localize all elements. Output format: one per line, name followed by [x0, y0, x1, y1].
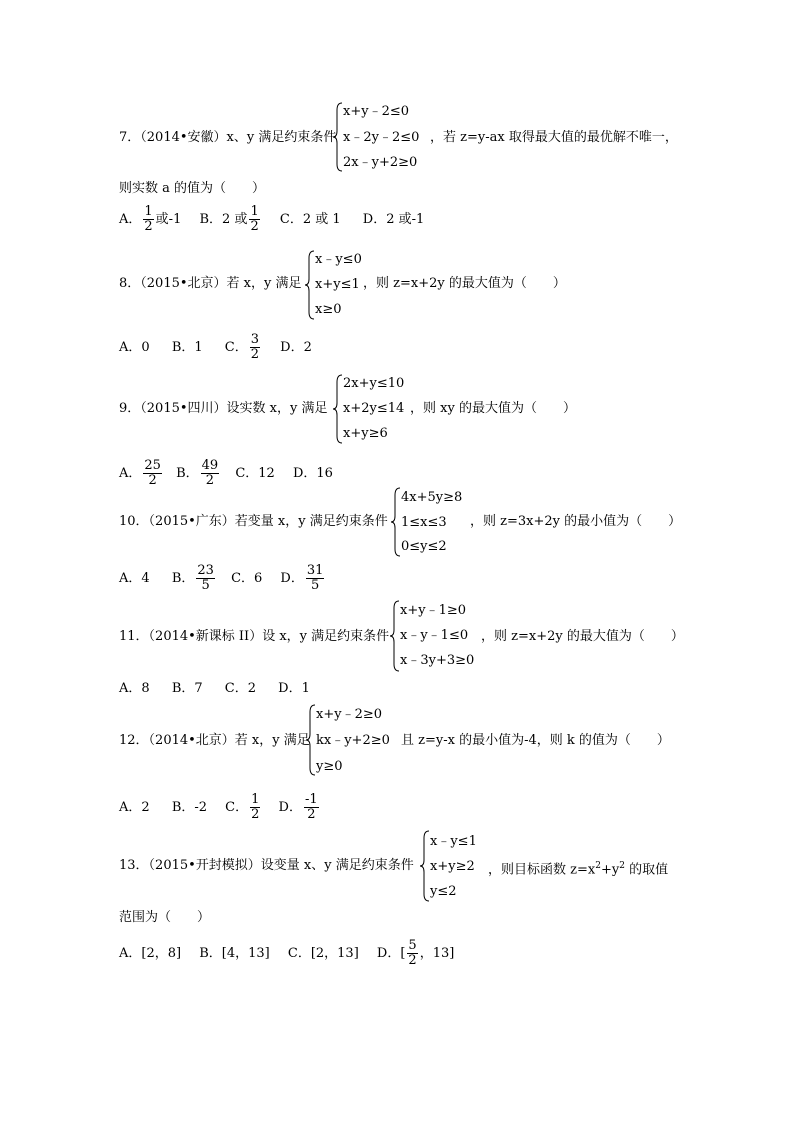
q13-options [119, 939, 454, 968]
brace-icon [305, 250, 315, 320]
option-d: D．2 [280, 340, 312, 355]
q11-options [119, 681, 310, 697]
option-d: D．2 或-1 [362, 212, 425, 227]
option-d: D．16 [292, 466, 333, 481]
q11-constraint-1: x+y﹣1≥0 [400, 603, 467, 618]
q7-line2: 则实数 a 的值为（ ） [119, 181, 266, 196]
q12-constraint-3: y≥0 [316, 759, 343, 774]
q12-constraint-1: x+y﹣2≥0 [316, 707, 383, 722]
option-d: D．[ $\frac{5}{2}$ ，13] [376, 938, 455, 968]
q10-prefix: 10．（2015•广东）若变量 x，y 满足约束条件 [119, 514, 388, 529]
q9-constraint-1: 2x+y≤10 [343, 376, 405, 391]
brace-icon [333, 374, 343, 444]
q8-constraint-1: x﹣y≤0 [315, 252, 362, 267]
option-d: D． $\frac{-1}{2}$ [278, 792, 318, 822]
option-b: B．1 [171, 340, 203, 355]
option-b: B．7 [171, 681, 203, 696]
brace-icon [390, 600, 400, 672]
q10-constraint-2: 1≤x≤3 [401, 515, 447, 530]
q7-prefix: 7．（2014•安徽）x、y 满足约束条件 [119, 130, 337, 145]
q8-prefix: 8．（2015•北京）若 x，y 满足 [119, 276, 302, 291]
q13-constraint-1: x﹣y≤1 [430, 834, 477, 849]
q12-constraint-2: kx﹣y+2≥0 [316, 733, 390, 748]
option-c: C．6 [231, 571, 263, 586]
q10-constraint-1: 4x+5y≥8 [401, 490, 463, 505]
option-b: B． $\frac{23}{5}$ [171, 563, 214, 593]
option-c: C． $\frac{3}{2}$ [224, 332, 260, 362]
option-c: C．2 [224, 681, 256, 696]
q8-suffix: ，则 z=x+2y 的最大值为（ ） [363, 276, 566, 291]
q9-suffix: ，则 xy 的最大值为（ ） [410, 401, 576, 416]
option-a: A． $\frac{1}{2}$ 或-1 [119, 204, 182, 234]
option-b: B．-2 [171, 800, 208, 815]
option-a: A．[2，8] [119, 946, 182, 961]
q11-suffix: ，则 z=x+2y 的最大值为（ ） [481, 629, 684, 644]
q7-suffix: ，若 z=y-ax 取得最大值的最优解不唯一， [430, 130, 678, 145]
brace-icon [420, 830, 430, 902]
brace-icon [391, 487, 401, 557]
q7-constraint-3: 2x﹣y+2≥0 [343, 155, 418, 170]
option-a: A．2 [119, 800, 150, 815]
brace-icon [306, 704, 316, 776]
q13-constraint-2: x+y≥2 [430, 859, 475, 874]
option-a: A．0 [119, 340, 150, 355]
q11-prefix: 11．（2014•新课标 II）设 x，y 满足约束条件 [119, 629, 390, 644]
option-a: A． $\frac{25}{2}$ [119, 458, 161, 488]
q7-constraint-1: x+y﹣2≤0 [343, 104, 410, 119]
q12-prefix: 12．（2014•北京）若 x，y 满足 [119, 733, 310, 748]
option-c: C． $\frac{1}{2}$ [225, 792, 260, 822]
q7-options [119, 205, 424, 234]
q9-prefix: 9．（2015•四川）设实数 x，y 满足 [119, 401, 328, 416]
option-b: B．[4，13] [199, 946, 270, 961]
q10-options [119, 564, 326, 593]
option-a: A．4 [119, 571, 150, 586]
q13-line2: 范围为（ ） [119, 910, 211, 925]
q10-suffix: ，则 z=3x+2y 的最小值为（ ） [470, 514, 682, 529]
q13-suffix: ，则目标函数 $z=x^2+y^2$ 的取值 [488, 861, 669, 878]
option-c: C．2 或 1 [279, 212, 341, 227]
q9-constraint-3: x+y≥6 [343, 426, 388, 441]
option-b: B．2 或 $\frac{1}{2}$ [199, 204, 259, 234]
q11-constraint-3: x﹣3y+3≥0 [400, 653, 475, 668]
q13-prefix: 13．（2015•开封模拟）设变量 x、y 满足约束条件 [119, 858, 414, 873]
q8-constraint-3: x≥0 [315, 302, 342, 317]
q12-suffix: 且 z=y-x 的最小值为-4，则 k 的值为（ ） [401, 733, 670, 748]
q7-constraint-2: x﹣2y﹣2≤0 [343, 130, 420, 145]
option-c: C．12 [235, 466, 275, 481]
q9-constraint-2: x+2y≤14 [343, 401, 405, 416]
option-d: D． $\frac{31}{5}$ [280, 563, 324, 593]
q11-constraint-2: x﹣y﹣1≤0 [400, 628, 469, 643]
option-a: A．8 [119, 681, 150, 696]
q10-constraint-3: 0≤y≤2 [401, 539, 447, 554]
brace-icon [333, 102, 343, 172]
q8-constraint-2: x+y≤1 [315, 277, 360, 292]
option-c: C．[2，13] [287, 946, 359, 961]
q8-options [119, 333, 312, 362]
q9-options [119, 459, 333, 488]
option-b: B． $\frac{49}{2}$ [176, 458, 219, 488]
q12-options [119, 793, 321, 822]
q13-constraint-3: y≤2 [430, 884, 457, 899]
option-d: D．1 [278, 681, 310, 696]
